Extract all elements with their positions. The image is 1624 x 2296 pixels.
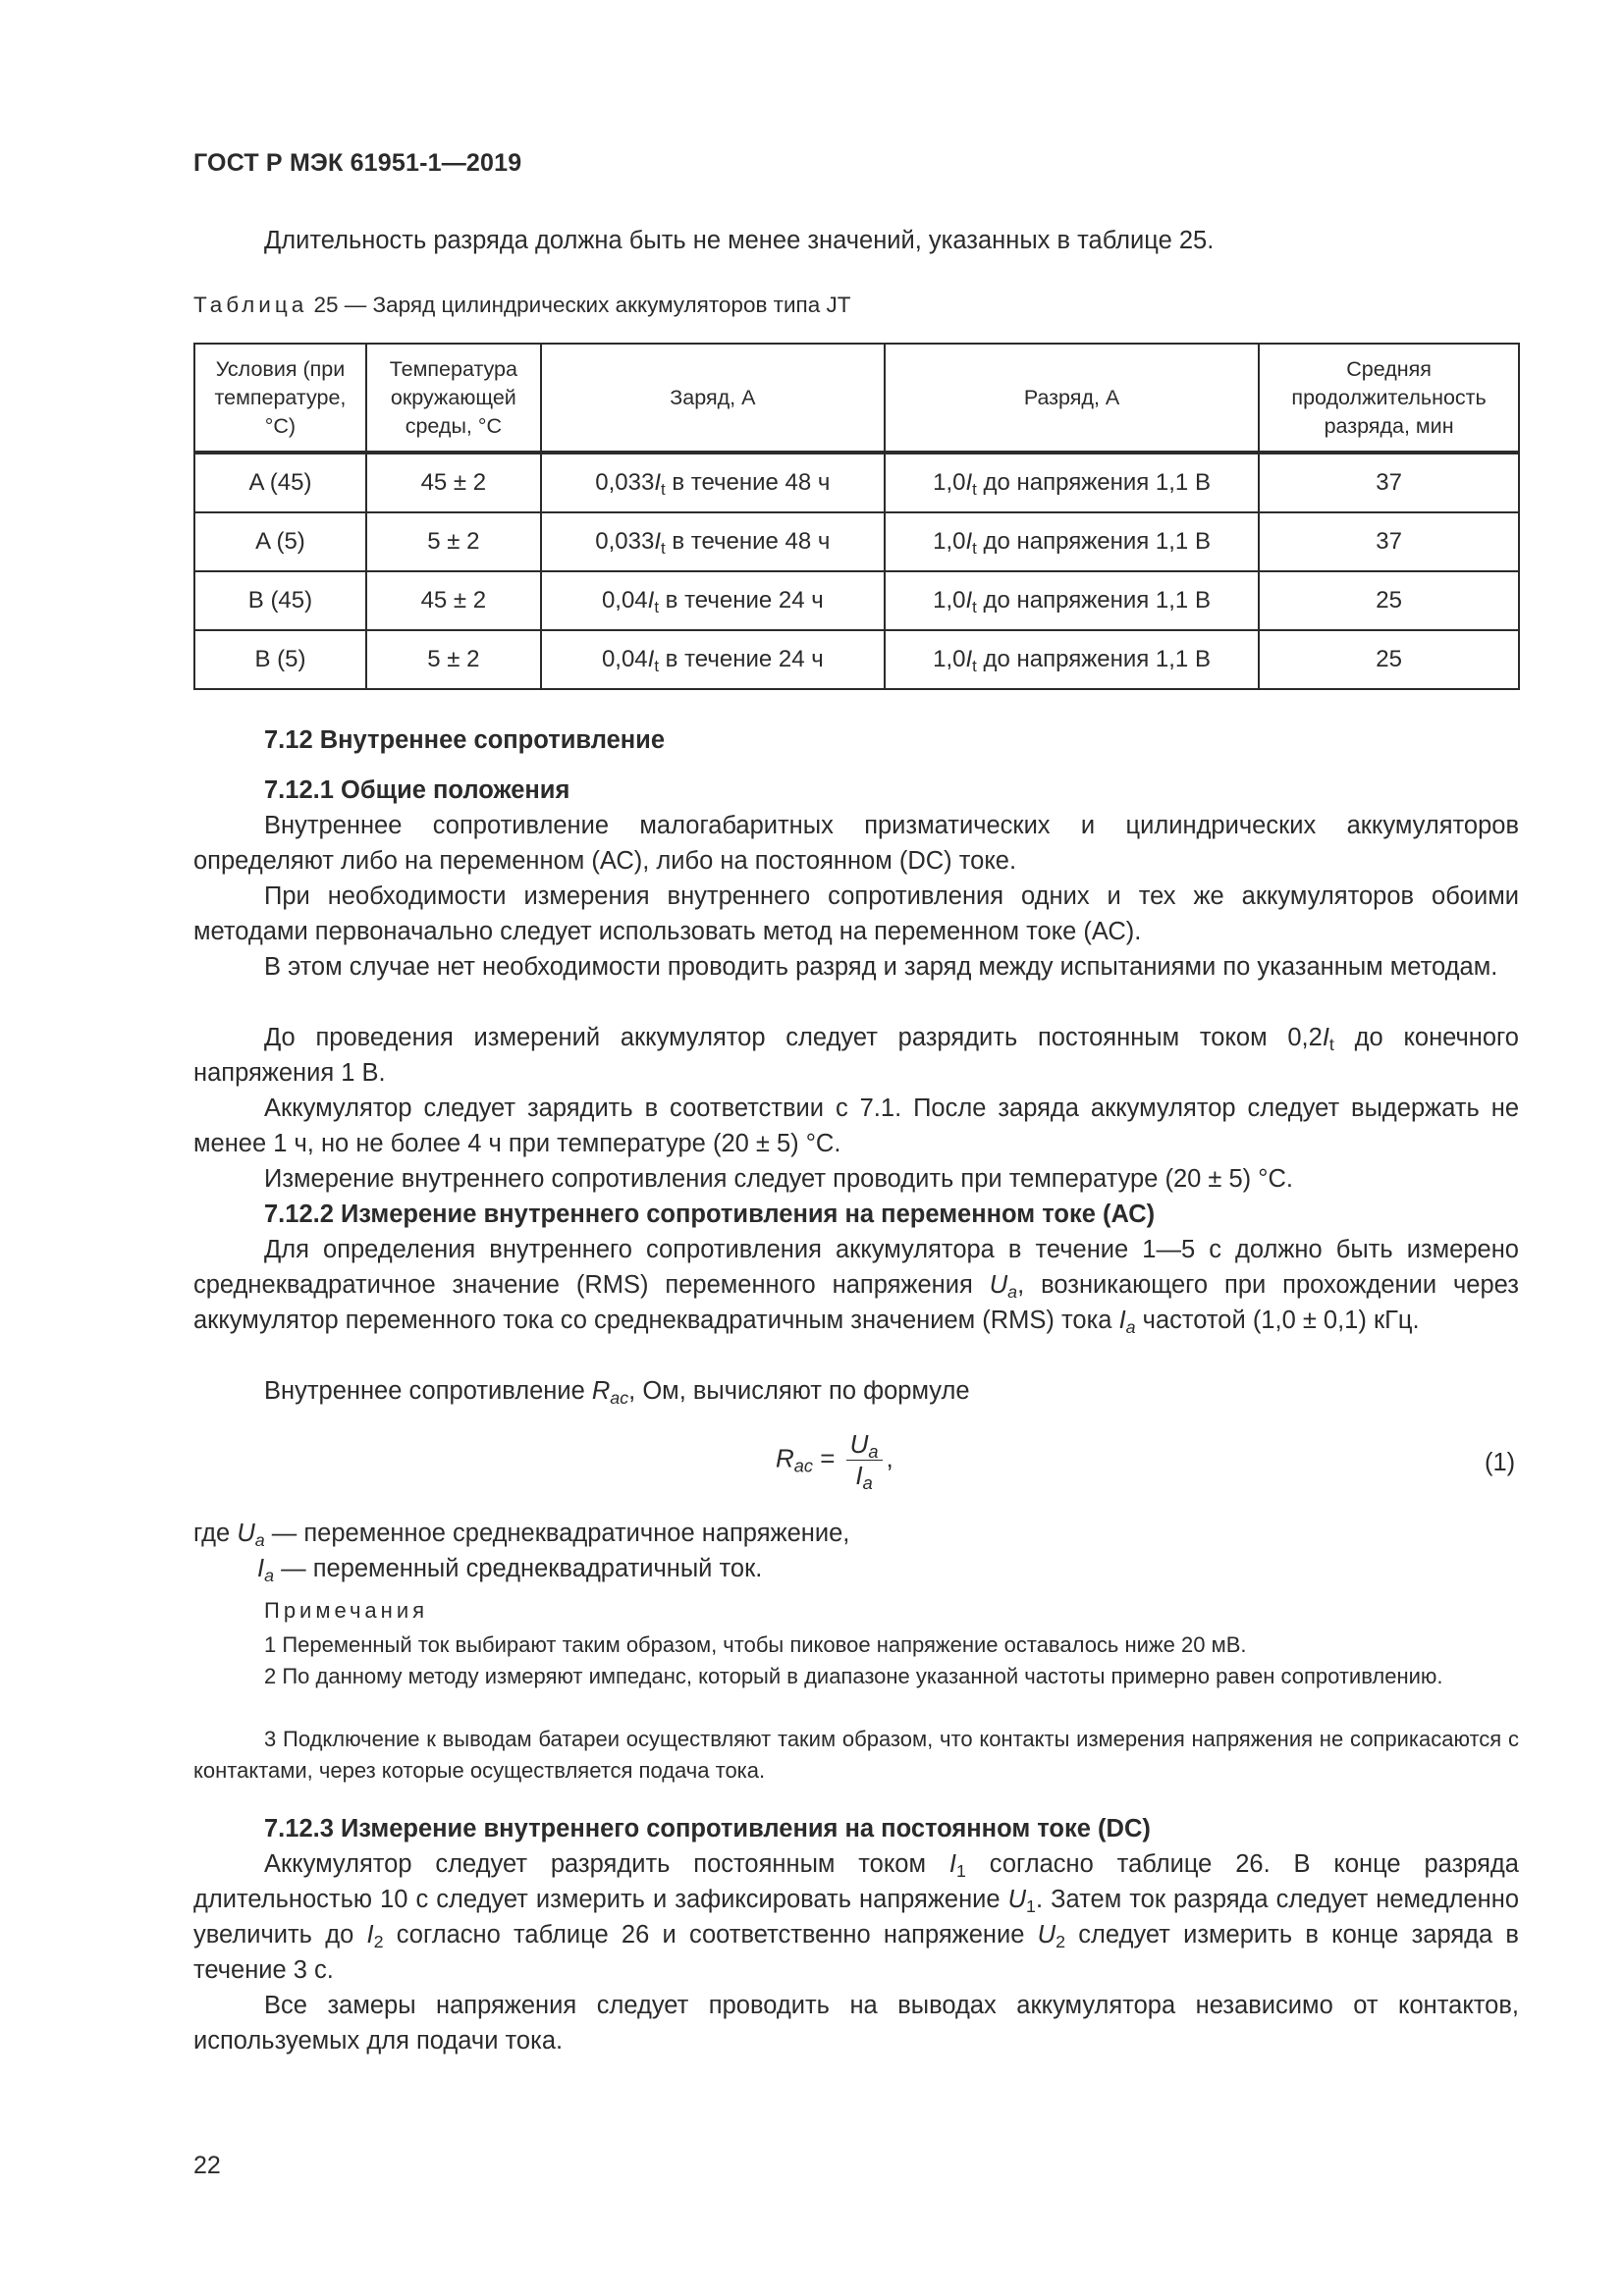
table-header-row — [194, 344, 1519, 453]
formula-number: (1) — [1485, 1449, 1516, 1476]
table-row — [194, 453, 1519, 512]
paragraph-7-12-2-p2: Внутреннее сопротивление $R_{ac}$, Ом, вычисляют по формуле — [264, 1377, 970, 1408]
paragraph-7-12-1-p1: Внутреннее сопротивление малогабаритных призматических и цилиндрических аккумуляторов определяют либо на переменном (АС), либо на постоянном (DC) токе. — [193, 812, 1519, 875]
note-2: 2 По данному методу измеряют импеданс, который в диапазоне указанной частоты примерно равен сопротивлению. — [264, 1664, 1443, 1688]
formula-fraction: $\frac{U_a}{I_a}$ — [846, 1429, 883, 1491]
cell-temperature: 5 ± 2 — [366, 630, 541, 689]
paragraph-7-12-3-p1: Аккумулятор следует разрядить постоянным током $I_1$ согласно таблице 26. В конце разряда длительностью 10 с следует измерить и зафиксировать напряжение $U_1$. Затем ток разряда следует немедленно увеличить до $I_2$ согласно таблице 26 и соответственно напряжение $U_2$ следует измерить в конце заряда в течение 3 с. — [193, 1850, 1519, 1984]
cell-charge: $0,04I_t$ в течение 24 ч — [541, 571, 885, 630]
header-charge: Заряд, А — [541, 344, 885, 453]
document-header-code: ГОСТ Р МЭК 61951-1—2019 — [193, 149, 522, 177]
cell-duration: 25 — [1259, 630, 1519, 689]
section-heading-7-12: 7.12 Внутреннее сопротивление — [264, 726, 666, 754]
page-number: 22 — [193, 2152, 221, 2179]
note-3: 3 Подключение к выводам батареи осуществляют таким образом, что контакты измерения напряжения не соприкасаются с контактами, через которые осуществляется подача тока. — [193, 1727, 1519, 1783]
where-line-1: где $U_a$ — переменное среднеквадратичное напряжение, — [193, 1520, 850, 1550]
notes-title: Примечания — [264, 1598, 429, 1623]
table-row — [194, 630, 1519, 689]
cell-charge: $0,033I_t$ в течение 48 ч — [541, 453, 885, 512]
table-25 — [193, 343, 1520, 690]
table-caption-prefix: Таблица — [193, 293, 308, 317]
table-row — [194, 571, 1519, 630]
section-heading-7-12-1: 7.12.1 Общие положения — [264, 776, 570, 804]
cell-discharge: $1,0I_t$ до напряжения 1,1 В — [885, 571, 1259, 630]
header-discharge: Разряд, А — [885, 344, 1259, 453]
cell-temperature: 45 ± 2 — [366, 571, 541, 630]
header-ambient-temperature: Температура окружающей среды, °С — [366, 344, 541, 453]
header-conditions: Условия (при температуре, °С) — [194, 344, 366, 453]
cell-discharge: $1,0I_t$ до напряжения 1,1 В — [885, 630, 1259, 689]
cell-temperature: 45 ± 2 — [366, 453, 541, 512]
intro-paragraph: Длительность разряда должна быть не менее значений, указанных в таблице 25. — [264, 227, 1215, 254]
cell-conditions: A (5) — [194, 512, 366, 571]
section-heading-7-12-3: 7.12.3 Измерение внутреннего сопротивления на постоянном токе (DC) — [264, 1815, 1151, 1842]
cell-duration: 25 — [1259, 571, 1519, 630]
formula-1: $R_{ac}$ = $\frac{U_a}{I_a}$ , — [776, 1429, 893, 1493]
cell-conditions: B (45) — [194, 571, 366, 630]
paragraph-7-12-1-p4: До проведения измерений аккумулятор следует разрядить постоянным током $0,2I_t$ до конечного напряжения 1 В. — [193, 1024, 1519, 1087]
cell-discharge: $1,0I_t$ до напряжения 1,1 В — [885, 512, 1259, 571]
table-row — [194, 512, 1519, 571]
table-caption — [193, 293, 850, 318]
cell-discharge: $1,0I_t$ до напряжения 1,1 В — [885, 453, 1259, 512]
header-duration: Средняя продолжительность разряда, мин — [1259, 344, 1519, 453]
paragraph-7-12-2-p1: Для определения внутреннего сопротивления аккумулятора в течение 1—5 с должно быть измерено среднеквадратичное значение (RMS) переменного напряжения $U_a$, возникающего при прохождении через аккумулятор переменного тока со среднеквадратичным значением (RMS) тока $I_a$ частотой (1,0 ± 0,1) кГц. — [193, 1236, 1519, 1337]
cell-conditions: A (45) — [194, 453, 366, 512]
paragraph-7-12-1-p6: Измерение внутреннего сопротивления следует проводить при температуре (20 ± 5) °С. — [264, 1165, 1293, 1193]
cell-charge: $0,033I_t$ в течение 48 ч — [541, 512, 885, 571]
paragraph-7-12-1-p3: В этом случае нет необходимости проводить разряд и заряд между испытаниями по указанным методам. — [264, 953, 1498, 981]
cell-conditions: B (5) — [194, 630, 366, 689]
cell-duration: 37 — [1259, 453, 1519, 512]
paragraph-7-12-1-p2: При необходимости измерения внутреннего сопротивления одних и тех же аккумуляторов обоими методами первоначально следует использовать метод на переменном токе (АС). — [193, 882, 1519, 945]
cell-duration: 37 — [1259, 512, 1519, 571]
table-caption-title: 25 — Заряд цилиндрических аккумуляторов типа JT — [307, 293, 851, 317]
note-1: 1 Переменный ток выбирают таким образом, чтобы пиковое напряжение оставалось ниже 20 мВ. — [264, 1632, 1247, 1657]
cell-charge: $0,04I_t$ в течение 24 ч — [541, 630, 885, 689]
cell-temperature: 5 ± 2 — [366, 512, 541, 571]
where-line-2: $I_a$ — переменный среднеквадратичный ток. — [257, 1555, 763, 1585]
paragraph-7-12-3-p2: Все замеры напряжения следует проводить на выводах аккумулятора независимо от контактов, используемых для подачи тока. — [193, 1992, 1519, 2055]
section-heading-7-12-2: 7.12.2 Измерение внутреннего сопротивления на переменном токе (АС) — [264, 1201, 1156, 1228]
paragraph-7-12-1-p5: Аккумулятор следует зарядить в соответствии с 7.1. После заряда аккумулятор следует выдержать не менее 1 ч, но не более 4 ч при температуре (20 ± 5) °С. — [193, 1095, 1519, 1157]
